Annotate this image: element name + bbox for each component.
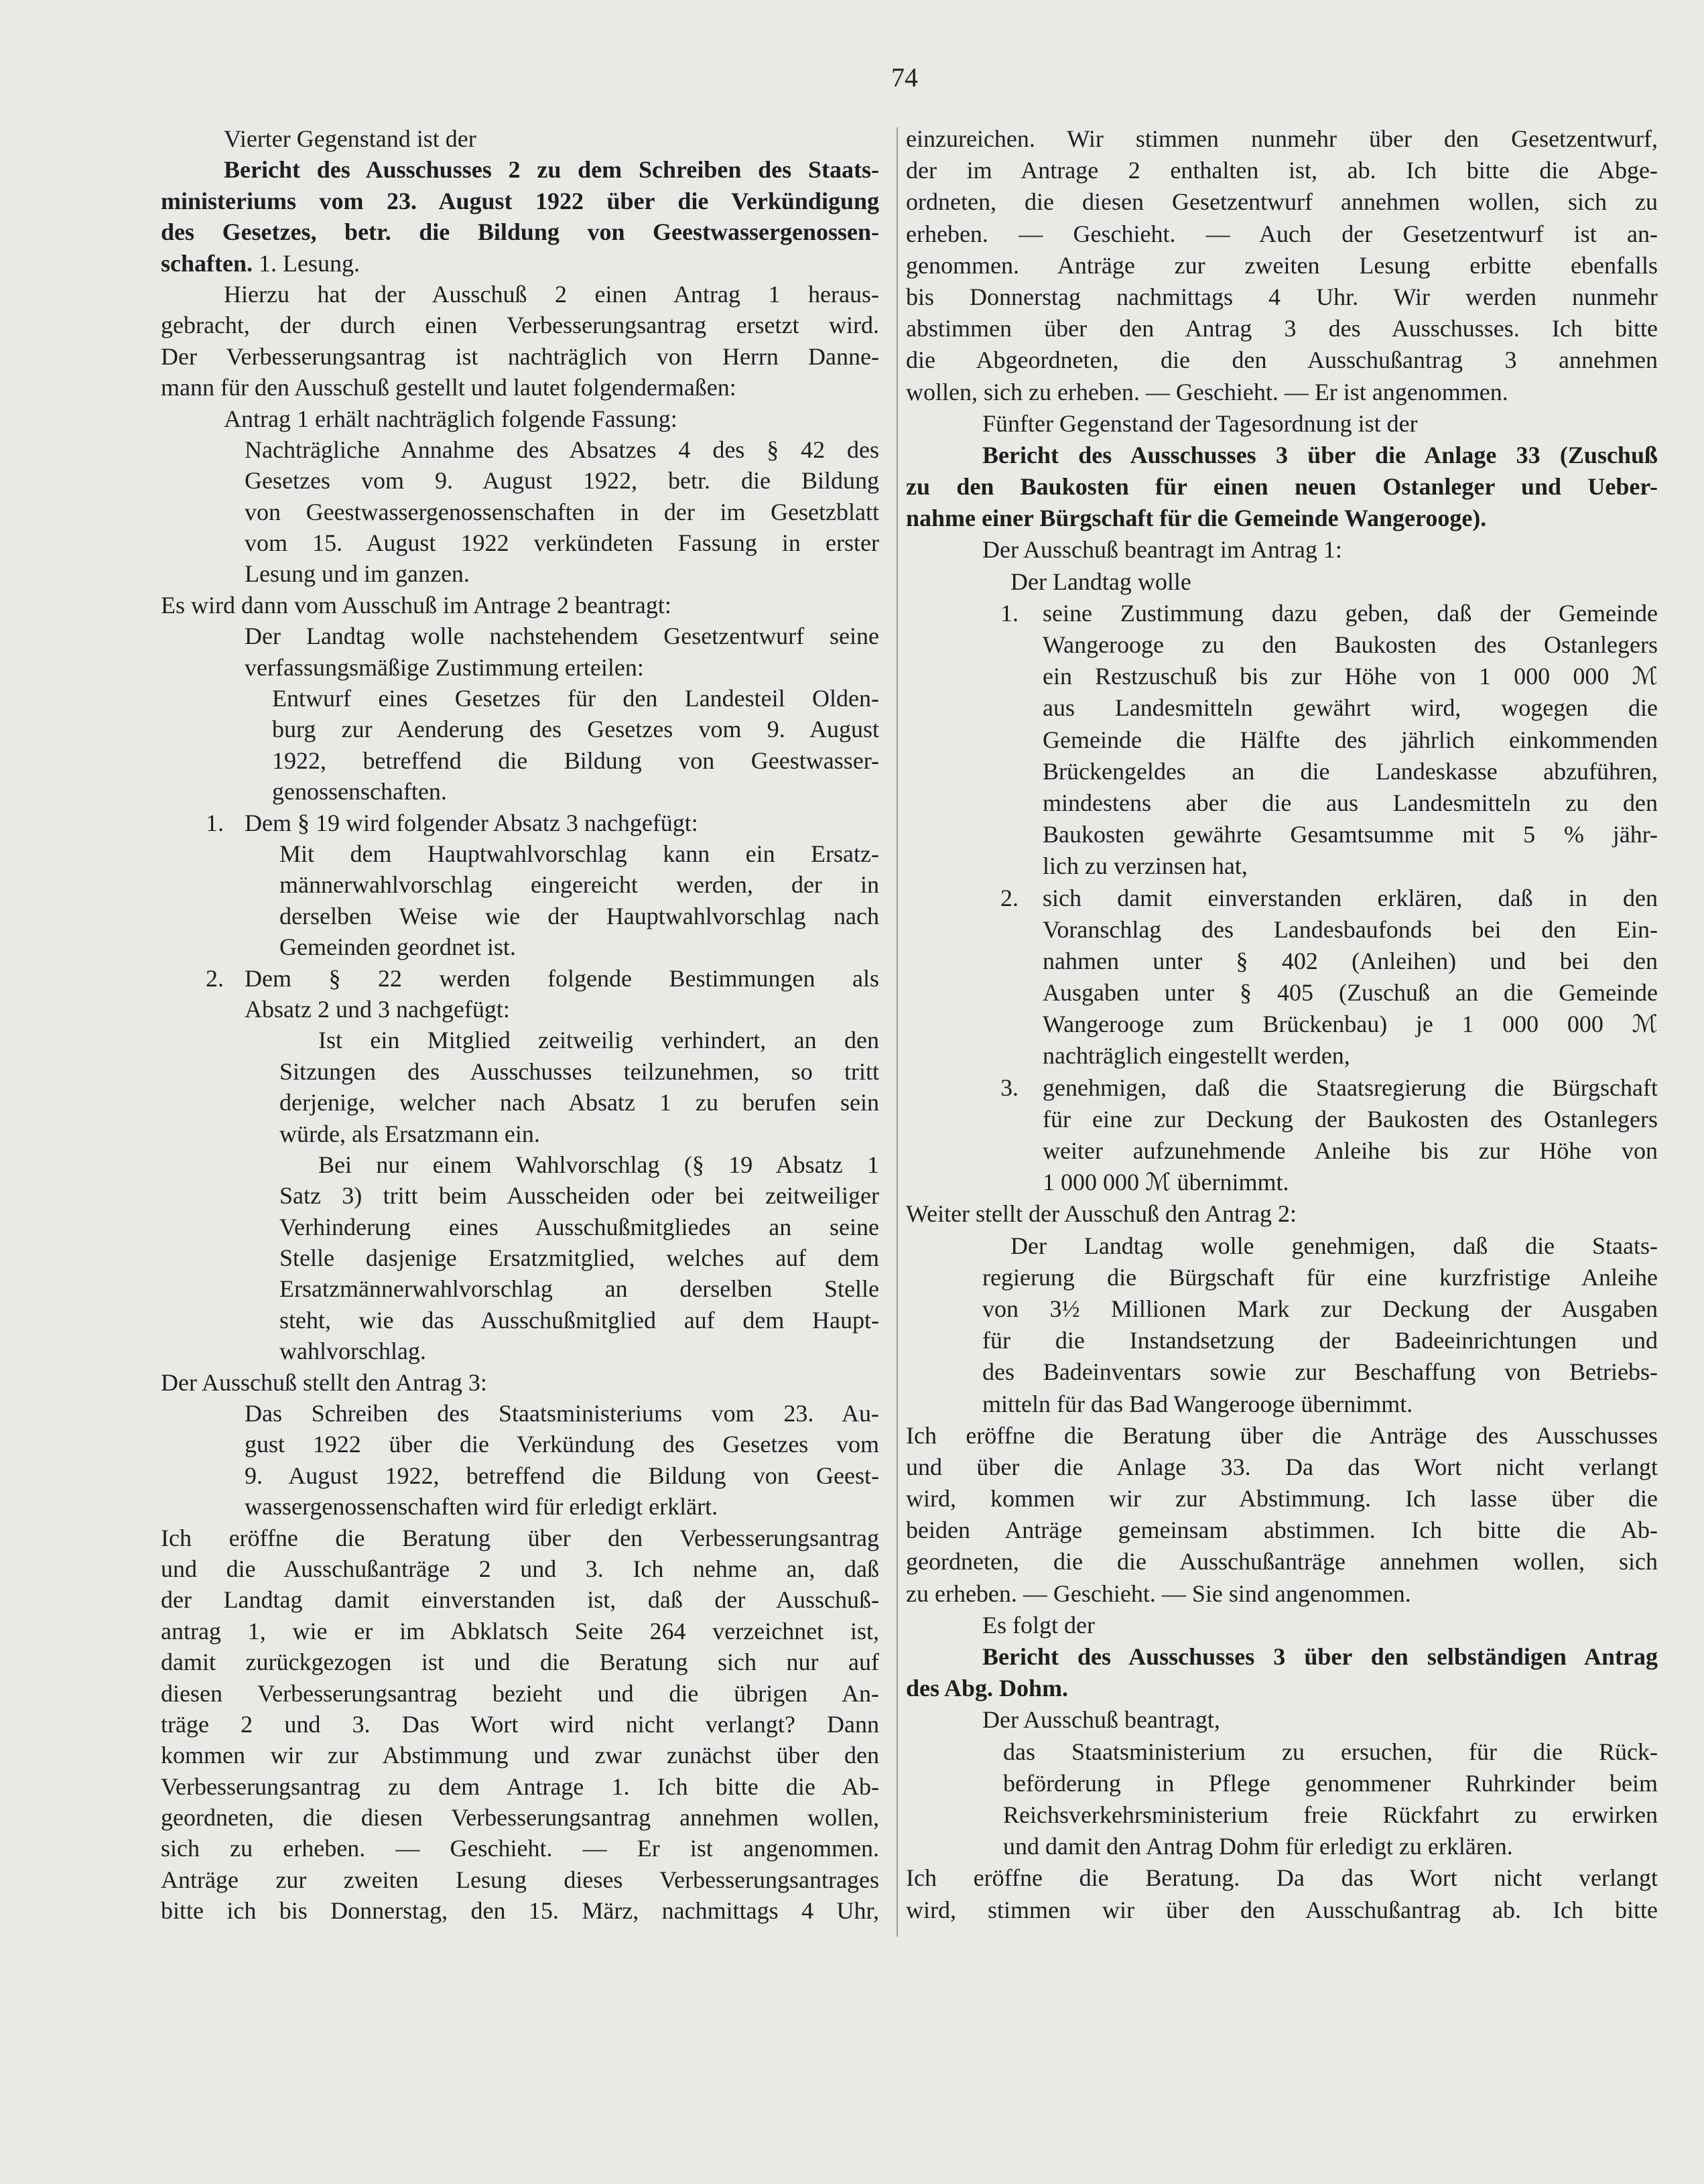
paragraph	[161, 1025, 879, 1149]
text-line	[161, 1833, 879, 1864]
line-text: Der Verbesserungsantrag ist nachträglich von Herrn Danne-	[161, 342, 879, 370]
line-text: Dem § 19 wird folgender Absatz 3 nachgefügt:	[245, 809, 698, 836]
text-line	[906, 155, 1658, 186]
line-text: Bericht des Ausschusses 2 zu dem Schreiben des Staats-	[224, 156, 879, 184]
text-line	[1043, 629, 1658, 661]
paragraph	[906, 1704, 1658, 1736]
text-line	[1003, 1736, 1658, 1768]
line-text: Baukosten gewährte Gesamtsumme mit 5 % jähr-	[1043, 821, 1658, 848]
line-text: Der Ausschuß stellt den Antrag 3:	[161, 1368, 487, 1396]
text-line	[245, 1460, 879, 1491]
paragraph	[906, 1420, 1658, 1610]
line-text: wird, kommen wir zur Abstimmung. Ich lasse über die	[906, 1485, 1658, 1513]
text-line	[906, 1862, 1658, 1894]
paragraph	[161, 838, 879, 963]
line-text: wassergenossenschaften wird für erledigt erklärt.	[245, 1493, 718, 1521]
line-text: genossenschaften.	[272, 778, 447, 806]
line-text: Ich eröffne die Beratung über den Verbesserungsantrag	[161, 1524, 879, 1551]
text-line	[272, 714, 879, 745]
text-line	[245, 434, 879, 465]
text-line	[906, 281, 1658, 313]
line-text: damit zurückgezogen ist und die Beratung sich nur auf	[161, 1649, 879, 1676]
line-text: steht, wie das Ausschußmitglied auf dem Haupt-	[279, 1306, 879, 1334]
text-line	[906, 186, 1658, 218]
line-text: antrag 1, wie er im Abklatsch Seite 264 verzeichnet ist,	[161, 1617, 879, 1645]
text-line	[279, 1336, 879, 1366]
text-line	[245, 994, 879, 1025]
text-line	[1043, 914, 1658, 946]
line-text: ordneten, die diesen Gesetzentwurf annehmen wollen, sich zu	[906, 188, 1658, 216]
line-text: mann für den Ausschuß gestellt und lautet folgendermaßen:	[161, 374, 736, 401]
text-line	[906, 503, 1658, 534]
paragraph	[161, 123, 879, 154]
text-line	[161, 1802, 879, 1833]
text-line	[161, 1647, 879, 1677]
text-line	[161, 1771, 879, 1802]
text-line	[224, 403, 879, 434]
line-text: burg zur Aenderung des Gesetzes vom 9. August	[272, 716, 879, 743]
line-text: derselben Weise wie der Hauptwahlvorschlag nach	[279, 902, 879, 929]
text-line	[1043, 1135, 1658, 1167]
text-line	[161, 590, 879, 621]
paragraph	[161, 590, 879, 621]
column-divider	[897, 127, 898, 1937]
line-text: Fünfter Gegenstand der Tagesordnung ist der	[982, 409, 1418, 437]
text-line	[245, 527, 879, 558]
line-text: Der Ausschuß beantragt,	[982, 1706, 1220, 1734]
line-text: weiter aufzunehmende Anleihe bis zur Höhe von	[1043, 1137, 1658, 1164]
text-line	[1043, 850, 1658, 882]
line-text: diesen Verbesserungsantrag bezieht und die übrigen An-	[161, 1679, 879, 1707]
text-line	[161, 1740, 879, 1771]
page-number: 74	[891, 62, 918, 92]
text-line	[1043, 692, 1658, 724]
line-text: Der Landtag wolle	[1010, 568, 1191, 595]
section-heading	[906, 440, 1658, 535]
bold-text: schaften.	[161, 249, 253, 277]
line-text: Ich eröffne die Beratung über die Anträge des Ausschusses	[906, 1421, 1658, 1449]
line-text: beförderung in Pflege genommener Ruhrkinder beim	[1003, 1769, 1658, 1797]
line-text: Wangerooge zum Brückenbau) je 1 000 000 ℳ	[1043, 1011, 1658, 1038]
line-text: geordneten, die diesen Verbesserungsantrag annehmen wollen,	[161, 1804, 879, 1832]
text-line	[982, 1704, 1658, 1736]
item-number: 1.	[206, 809, 224, 836]
line-text: Ausgaben unter § 405 (Zuschuß an die Gemeinde	[1043, 979, 1658, 1007]
line-text: mitteln für das Bad Wangerooge übernimmt.	[982, 1390, 1413, 1417]
line-text: vom 15. August 1922 verkündeten Fassung in erster	[245, 529, 879, 557]
text-line	[906, 1198, 1658, 1230]
text-line	[224, 123, 879, 154]
paragraph	[906, 1862, 1658, 1925]
text-line	[1010, 566, 1658, 598]
line-text: würde, als Ersatzmann ein.	[279, 1120, 540, 1147]
text-line	[1043, 1009, 1658, 1040]
line-text: Verbesserungsantrag zu dem Antrage 1. Ich bitte die Ab-	[161, 1773, 879, 1800]
line-text: Hierzu hat der Ausschuß 2 einen Antrag 1 heraus-	[224, 280, 879, 308]
text-line	[906, 1578, 1658, 1610]
line-text: Sitzungen des Ausschusses teilzunehmen, so tritt	[279, 1057, 879, 1085]
text-line	[1003, 1831, 1658, 1862]
text-line	[279, 932, 879, 962]
text-line	[245, 1491, 879, 1522]
line-text: träge 2 und 3. Das Wort wird nicht verlangt? Dann	[161, 1710, 879, 1738]
text-line	[245, 1398, 879, 1429]
text-line	[245, 621, 879, 651]
text-line	[1043, 1104, 1658, 1135]
line-text: Weiter stellt der Ausschuß den Antrag 2:	[906, 1200, 1297, 1228]
text-line	[1043, 787, 1658, 819]
line-text: 1 000 000 ℳ übernimmt.	[1043, 1169, 1289, 1196]
line-text: Vierter Gegenstand ist der	[224, 125, 476, 152]
text-line	[1000, 1072, 1658, 1104]
line-text: Satz 3) tritt beim Ausscheiden oder bei zeitweiliger	[279, 1182, 879, 1210]
text-line	[279, 1273, 879, 1304]
paragraph	[161, 403, 879, 434]
text-line	[906, 1420, 1658, 1452]
paragraph	[161, 1149, 879, 1367]
text-line	[279, 869, 879, 900]
text-line	[224, 154, 879, 185]
paragraph	[906, 1736, 1658, 1863]
line-text: Verhinderung eines Ausschußmitgliedes an seine	[279, 1213, 879, 1240]
text-line	[279, 838, 879, 869]
line-text: Der Ausschuß beantragt im Antrag 1:	[982, 536, 1342, 564]
line-text: ein Restzuschuß bis zur Höhe von 1 000 000 ℳ	[1043, 663, 1658, 690]
text-line	[272, 745, 879, 776]
line-text: Bei nur einem Wahlvorschlag (§ 19 Absatz 1	[318, 1151, 879, 1178]
line-text: mindestens aber die aus Landesmitteln zu den	[1043, 789, 1658, 816]
line-text: abstimmen über den Antrag 3 des Ausschusses. Ich bitte	[906, 315, 1658, 342]
line-text: der im Antrage 2 enthalten ist, ab. Ich bitte die Abge-	[906, 157, 1658, 184]
line-text: genommen. Anträge zur zweiten Lesung erbitte ebenfalls	[906, 251, 1658, 279]
line-text: 1922, betreffend die Bildung von Geestwasser-	[272, 747, 879, 774]
line-text: gebracht, der durch einen Verbesserungsantrag ersetzt wird.	[161, 312, 879, 339]
line-text: und damit den Antrag Dohm für erledigt zu erklären.	[1003, 1833, 1513, 1860]
text-line	[161, 1678, 879, 1709]
text-line	[906, 1673, 1658, 1704]
line-text: Lesung und im ganzen.	[245, 560, 470, 588]
text-line	[161, 372, 879, 403]
line-text: wollen, sich zu erheben. — Geschieht. — Er ist angenommen.	[906, 378, 1508, 405]
text-line	[1003, 1768, 1658, 1799]
text-line	[161, 341, 879, 372]
line-text: gust 1922 über die Verkündung des Gesetzes vom	[245, 1431, 879, 1458]
line-text: männerwahlvorschlag eingereicht werden, der in	[279, 871, 879, 899]
paragraph	[906, 408, 1658, 440]
line-text: 9. August 1922, betreffend die Bildung von Geest-	[245, 1462, 879, 1489]
line-text: Stelle dasjenige Ersatzmitglied, welches auf dem	[279, 1244, 879, 1272]
text-line	[1003, 1799, 1658, 1831]
paragraph	[906, 566, 1658, 598]
text-line	[906, 471, 1658, 503]
text-line	[161, 1895, 879, 1926]
text-line	[245, 652, 879, 683]
line-text: Bericht des Ausschusses 3 über die Anlage 33 (Zuschuß	[982, 441, 1658, 468]
line-text: des Badeinventars sowie zur Beschaffung von Betriebs-	[982, 1358, 1658, 1386]
text-line	[279, 1118, 879, 1149]
line-text: beiden Anträge gemeinsam abstimmen. Ich bitte die Ab-	[906, 1517, 1658, 1544]
numbered-item	[161, 808, 879, 838]
line-text: wahlvorschlag.	[279, 1338, 426, 1365]
text-line	[245, 558, 879, 589]
line-text: Ist ein Mitglied zeitweilig verhindert, an den	[318, 1027, 879, 1054]
line-text: nachträglich eingestellt werden,	[1043, 1042, 1350, 1070]
line-text: Entwurf eines Gesetzes für den Landesteil Olden-	[272, 685, 879, 712]
text-line	[161, 1709, 879, 1740]
item-number: 2.	[1000, 884, 1019, 911]
line-text: und die Ausschußanträge 2 und 3. Ich nehme an, daß	[161, 1555, 879, 1582]
line-text: und über die Anlage 33. Da das Wort nicht verlangt	[906, 1453, 1658, 1480]
line-text: sich damit einverstanden erklären, daß in den	[1043, 884, 1658, 911]
text-line	[906, 1483, 1658, 1515]
text-line	[318, 1025, 879, 1055]
right-column	[906, 123, 1658, 1926]
text-line	[161, 216, 879, 247]
text-line	[245, 1429, 879, 1460]
line-text: des Abg. Dohm.	[906, 1675, 1069, 1702]
text-line	[206, 963, 879, 994]
line-text: des Gesetzes, betr. die Bildung von Geestwassergenossen-	[161, 218, 879, 246]
line-text: der Landtag damit einverstanden ist, daß der Ausschuß-	[161, 1586, 879, 1614]
text-line	[1043, 946, 1658, 977]
text-line	[279, 901, 879, 932]
text-line	[161, 1584, 879, 1615]
section-heading	[161, 154, 879, 279]
text-line	[906, 1546, 1658, 1578]
line-text: Es wird dann vom Ausschuß im Antrage 2 beantragt:	[161, 591, 671, 619]
line-text: Gemeinden geordnet ist.	[279, 934, 516, 961]
text-line	[206, 808, 879, 838]
paragraph	[161, 1523, 879, 1927]
line-text: ministeriums vom 23. August 1922 über die Verkündigung	[161, 187, 879, 214]
text-line	[1043, 1167, 1658, 1198]
text-line	[906, 250, 1658, 281]
numbered-item	[906, 883, 1658, 1072]
text-line	[982, 1356, 1658, 1388]
line-text: das Staatsministerium zu ersuchen, für die Rück-	[1003, 1738, 1658, 1765]
text-line	[906, 1515, 1658, 1546]
line-text: sich zu erheben. — Geschieht. — Er ist angenommen.	[161, 1835, 879, 1862]
text-line	[161, 310, 879, 340]
line-text: Reichsverkehrsministerium freie Rückfahrt zu erwirken	[1003, 1801, 1658, 1828]
text-line	[906, 1452, 1658, 1483]
text-line	[245, 497, 879, 527]
text-line	[161, 1523, 879, 1553]
paragraph	[161, 434, 879, 590]
line-text: aus Landesmitteln gewährt wird, wogegen die	[1043, 694, 1658, 722]
text-line	[318, 1149, 879, 1180]
line-text: Dem § 22 werden folgende Bestimmungen als	[245, 964, 879, 992]
line-text: derjenige, welcher nach Absatz 1 zu berufen sein	[279, 1089, 879, 1116]
text-line	[1043, 724, 1658, 756]
text-line	[906, 1894, 1658, 1926]
line-text: erheben. — Geschieht. — Auch der Gesetzentwurf ist an-	[906, 220, 1658, 247]
line-text: nahme einer Bürgschaft für die Gemeinde Wangerooge).	[906, 505, 1487, 532]
text-line	[279, 1180, 879, 1211]
text-line	[906, 377, 1658, 408]
text-line	[906, 313, 1658, 344]
paragraph	[161, 621, 879, 683]
text-line	[279, 1212, 879, 1242]
numbered-item	[161, 963, 879, 1025]
line-text: Mit dem Hauptwahlvorschlag kann ein Ersatz-	[279, 840, 879, 867]
text-line	[982, 1293, 1658, 1325]
text-line	[1043, 977, 1658, 1009]
text-line	[272, 776, 879, 807]
text-line	[906, 218, 1658, 250]
item-number: 1.	[1000, 599, 1019, 627]
line-text: regierung die Bürgschaft für eine kurzfristige Anleihe	[982, 1263, 1658, 1291]
text-line	[906, 344, 1658, 376]
line-text: Ich eröffne die Beratung. Da das Wort nicht verlangt	[906, 1864, 1658, 1892]
paragraph	[906, 534, 1658, 566]
line-text: seine Zustimmung dazu geben, daß der Gemeinde	[1043, 599, 1658, 627]
line-text: Absatz 2 und 3 nachgefügt:	[245, 995, 510, 1023]
paragraph	[906, 123, 1658, 408]
section-heading	[906, 1641, 1658, 1704]
line-text: Brückengeldes an die Landeskasse abzuführen,	[1043, 757, 1658, 785]
text-line	[161, 1616, 879, 1647]
text-line	[1043, 661, 1658, 692]
numbered-item	[906, 1072, 1658, 1199]
line-text: lich zu verzinsen hat,	[1043, 852, 1248, 880]
line-text: von Geestwassergenossenschaften in der im Gesetzblatt	[245, 498, 879, 525]
line-text: 1. Lesung.	[253, 249, 360, 277]
line-text: zu den Baukosten für einen neuen Ostanleger und Ueber-	[906, 473, 1658, 501]
text-line	[1000, 598, 1658, 629]
line-text: wird, stimmen wir über den Ausschußantrag ab. Ich bitte	[906, 1896, 1658, 1923]
left-column	[161, 123, 879, 1927]
text-line	[245, 465, 879, 496]
text-line	[982, 534, 1658, 566]
line-text: Voranschlag des Landesbaufonds bei den Ein-	[1043, 915, 1658, 943]
text-line	[982, 1610, 1658, 1641]
text-line	[279, 1056, 879, 1087]
text-line	[906, 123, 1658, 155]
line-text: Antrag 1 erhält nachträglich folgende Fassung:	[224, 405, 677, 432]
text-line	[161, 186, 879, 216]
paragraph	[906, 1198, 1658, 1230]
text-line	[279, 1087, 879, 1118]
numbered-item	[906, 598, 1658, 883]
text-line	[161, 1367, 879, 1398]
line-text: Es folgt der	[982, 1611, 1095, 1639]
line-text: einzureichen. Wir stimmen nunmehr über den Gesetzentwurf,	[906, 125, 1658, 152]
line-text: Nachträgliche Annahme des Absatzes 4 des § 42 des	[245, 436, 879, 463]
line-text: für die Instandsetzung der Badeeinrichtungen und	[982, 1327, 1658, 1354]
item-number: 3.	[1000, 1074, 1019, 1101]
paragraph	[161, 1398, 879, 1523]
text-line	[1043, 1040, 1658, 1072]
line-text: Bericht des Ausschusses 3 über den selbständigen Antrag	[982, 1643, 1658, 1670]
text-line	[982, 408, 1658, 440]
item-number: 2.	[206, 964, 224, 992]
line-text: Der Landtag wolle genehmigen, daß die Staats-	[1010, 1232, 1658, 1259]
paragraph	[161, 683, 879, 808]
text-line	[1043, 819, 1658, 850]
text-line	[279, 1242, 879, 1273]
line-text: bitte ich bis Donnerstag, den 15. März, nachmittags 4 Uhr,	[161, 1897, 879, 1925]
line-text: genehmigen, daß die Staatsregierung die Bürgschaft	[1043, 1074, 1658, 1101]
text-line	[982, 1262, 1658, 1293]
text-line	[1000, 883, 1658, 914]
line-text: Ersatzmännerwahlvorschlag an derselben Stelle	[279, 1275, 879, 1303]
line-text: bis Donnerstag nachmittags 4 Uhr. Wir werden nunmehr	[906, 283, 1658, 310]
paragraph	[906, 1610, 1658, 1641]
text-line	[161, 248, 879, 279]
line-text: Das Schreiben des Staatsministeriums vom 23. Au-	[245, 1400, 879, 1427]
text-line	[161, 1864, 879, 1895]
text-line	[1010, 1230, 1658, 1262]
text-line	[982, 1641, 1658, 1673]
text-line	[982, 1389, 1658, 1420]
line-text: geordneten, die die Ausschußanträge annehmen wollen, sich	[906, 1548, 1658, 1576]
text-line	[161, 1553, 879, 1584]
line-text: von 3½ Millionen Mark zur Deckung der Ausgaben	[982, 1295, 1658, 1322]
text-line	[272, 683, 879, 714]
paragraph	[161, 279, 879, 403]
text-line	[1043, 756, 1658, 787]
text-line	[279, 1305, 879, 1336]
line-text: die Abgeordneten, die den Ausschußantrag 3 annehmen	[906, 346, 1658, 374]
line-text: kommen wir zur Abstimmung und zwar zunächst über den	[161, 1742, 879, 1769]
line-text: nahmen unter § 402 (Anleihen) und bei den	[1043, 947, 1658, 974]
line-text: Wangerooge zu den Baukosten des Ostanlegers	[1043, 631, 1658, 658]
line-text: Anträge zur zweiten Lesung dieses Verbesserungsantrages	[161, 1866, 879, 1893]
line-text: Der Landtag wolle nachstehendem Gesetzentwurf seine	[245, 623, 879, 650]
line-text: für eine zur Deckung der Baukosten des Ostanlegers	[1043, 1105, 1658, 1133]
line-text: Gesetzes vom 9. August 1922, betr. die Bildung	[245, 467, 879, 495]
line-text: zu erheben. — Geschieht. — Sie sind angenommen.	[906, 1580, 1411, 1607]
line-text: verfassungsmäßige Zustimmung erteilen:	[245, 653, 644, 681]
text-line	[982, 440, 1658, 471]
paragraph	[161, 1367, 879, 1398]
text-line	[982, 1325, 1658, 1356]
paragraph	[906, 1230, 1658, 1420]
line-text: Gemeinde die Hälfte des jährlich einkommenden	[1043, 726, 1658, 753]
text-line	[224, 279, 879, 310]
